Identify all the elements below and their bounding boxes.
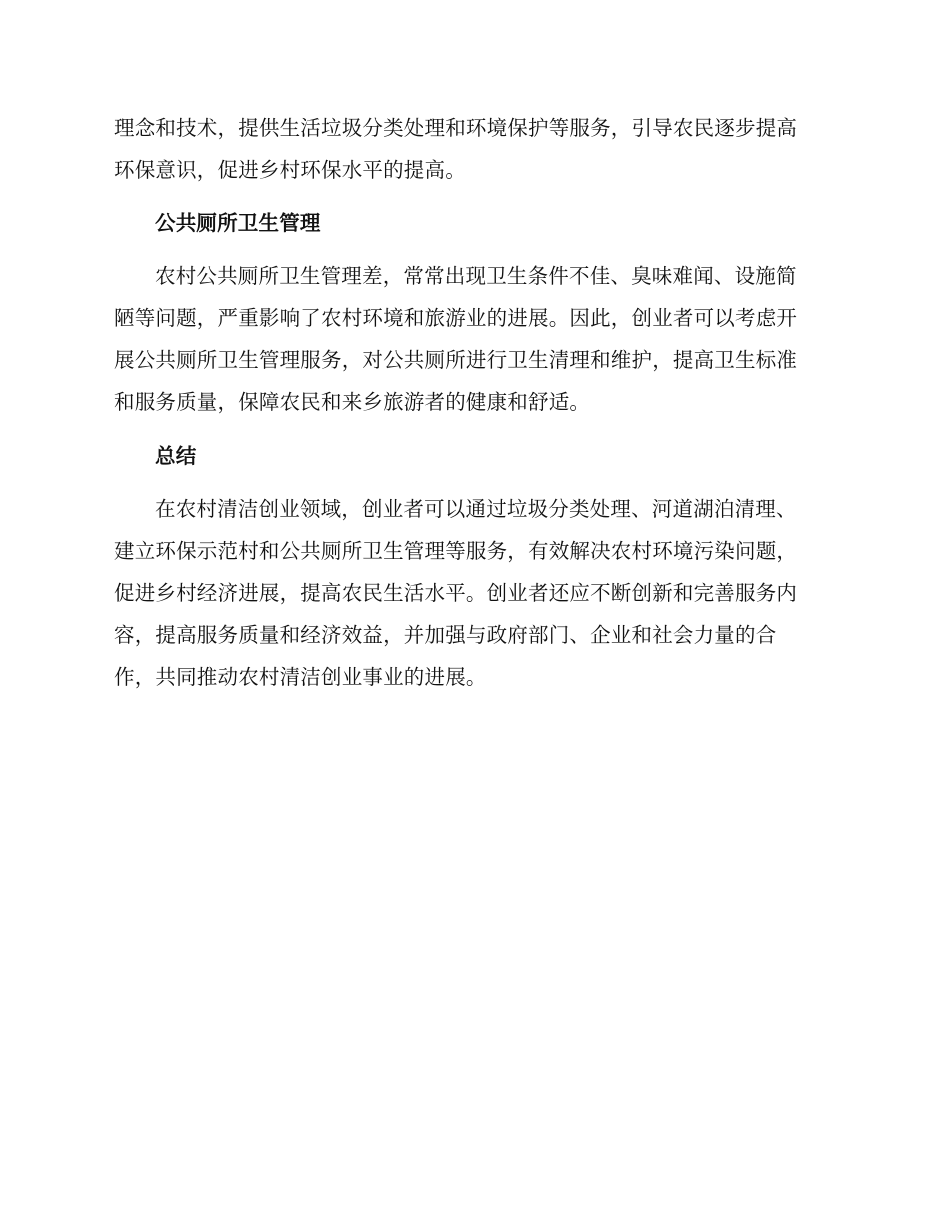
summary-paragraph xyxy=(114,488,836,698)
section-heading-toilet: 公共厕所卫生管理 xyxy=(155,211,321,235)
intro-paragraph xyxy=(114,107,836,191)
paragraph-line: 作，共同推动农村清洁创业事业的进展。 xyxy=(114,665,487,689)
paragraph-gap xyxy=(114,423,836,435)
paragraph-line: 理念和技术，提供生活垃圾分类处理和环境保护等服务，引导农民逐步提高 xyxy=(114,116,798,140)
paragraph-line: 陋等问题，严重影响了农村环境和旅游业的进展。因此，创业者可以考虑开 xyxy=(114,306,798,330)
paragraph-line: 展公共厕所卫生管理服务，对公共厕所进行卫生清理和维护，提高卫生标准 xyxy=(114,348,798,372)
document-body xyxy=(114,107,836,698)
paragraph-line: 容，提高服务质量和经济效益，并加强与政府部门、企业和社会力量的合 xyxy=(114,623,777,647)
paragraph-line: 在农村清洁创业领域，创业者可以通过垃圾分类处理、河道湖泊清理、 xyxy=(155,497,797,521)
toilet-paragraph xyxy=(114,255,836,423)
paragraph-gap xyxy=(114,244,836,255)
paragraph-gap xyxy=(114,477,836,488)
paragraph-line: 促进乡村经济进展，提高农民生活水平。创业者还应不断创新和完善服务内 xyxy=(114,581,798,605)
paragraph-line: 和服务质量，保障农民和来乡旅游者的健康和舒适。 xyxy=(114,390,591,414)
paragraph-line: 农村公共厕所卫生管理差，常常出现卫生条件不佳、臭味难闻、设施简 xyxy=(155,264,797,288)
paragraph-line: 环保意识，促进乡村环保水平的提高。 xyxy=(114,158,466,182)
paragraph-gap xyxy=(114,191,836,202)
section-heading-summary: 总结 xyxy=(155,444,197,468)
paragraph-line: 建立环保示范村和公共厕所卫生管理等服务，有效解决农村环境污染问题， xyxy=(114,539,798,563)
